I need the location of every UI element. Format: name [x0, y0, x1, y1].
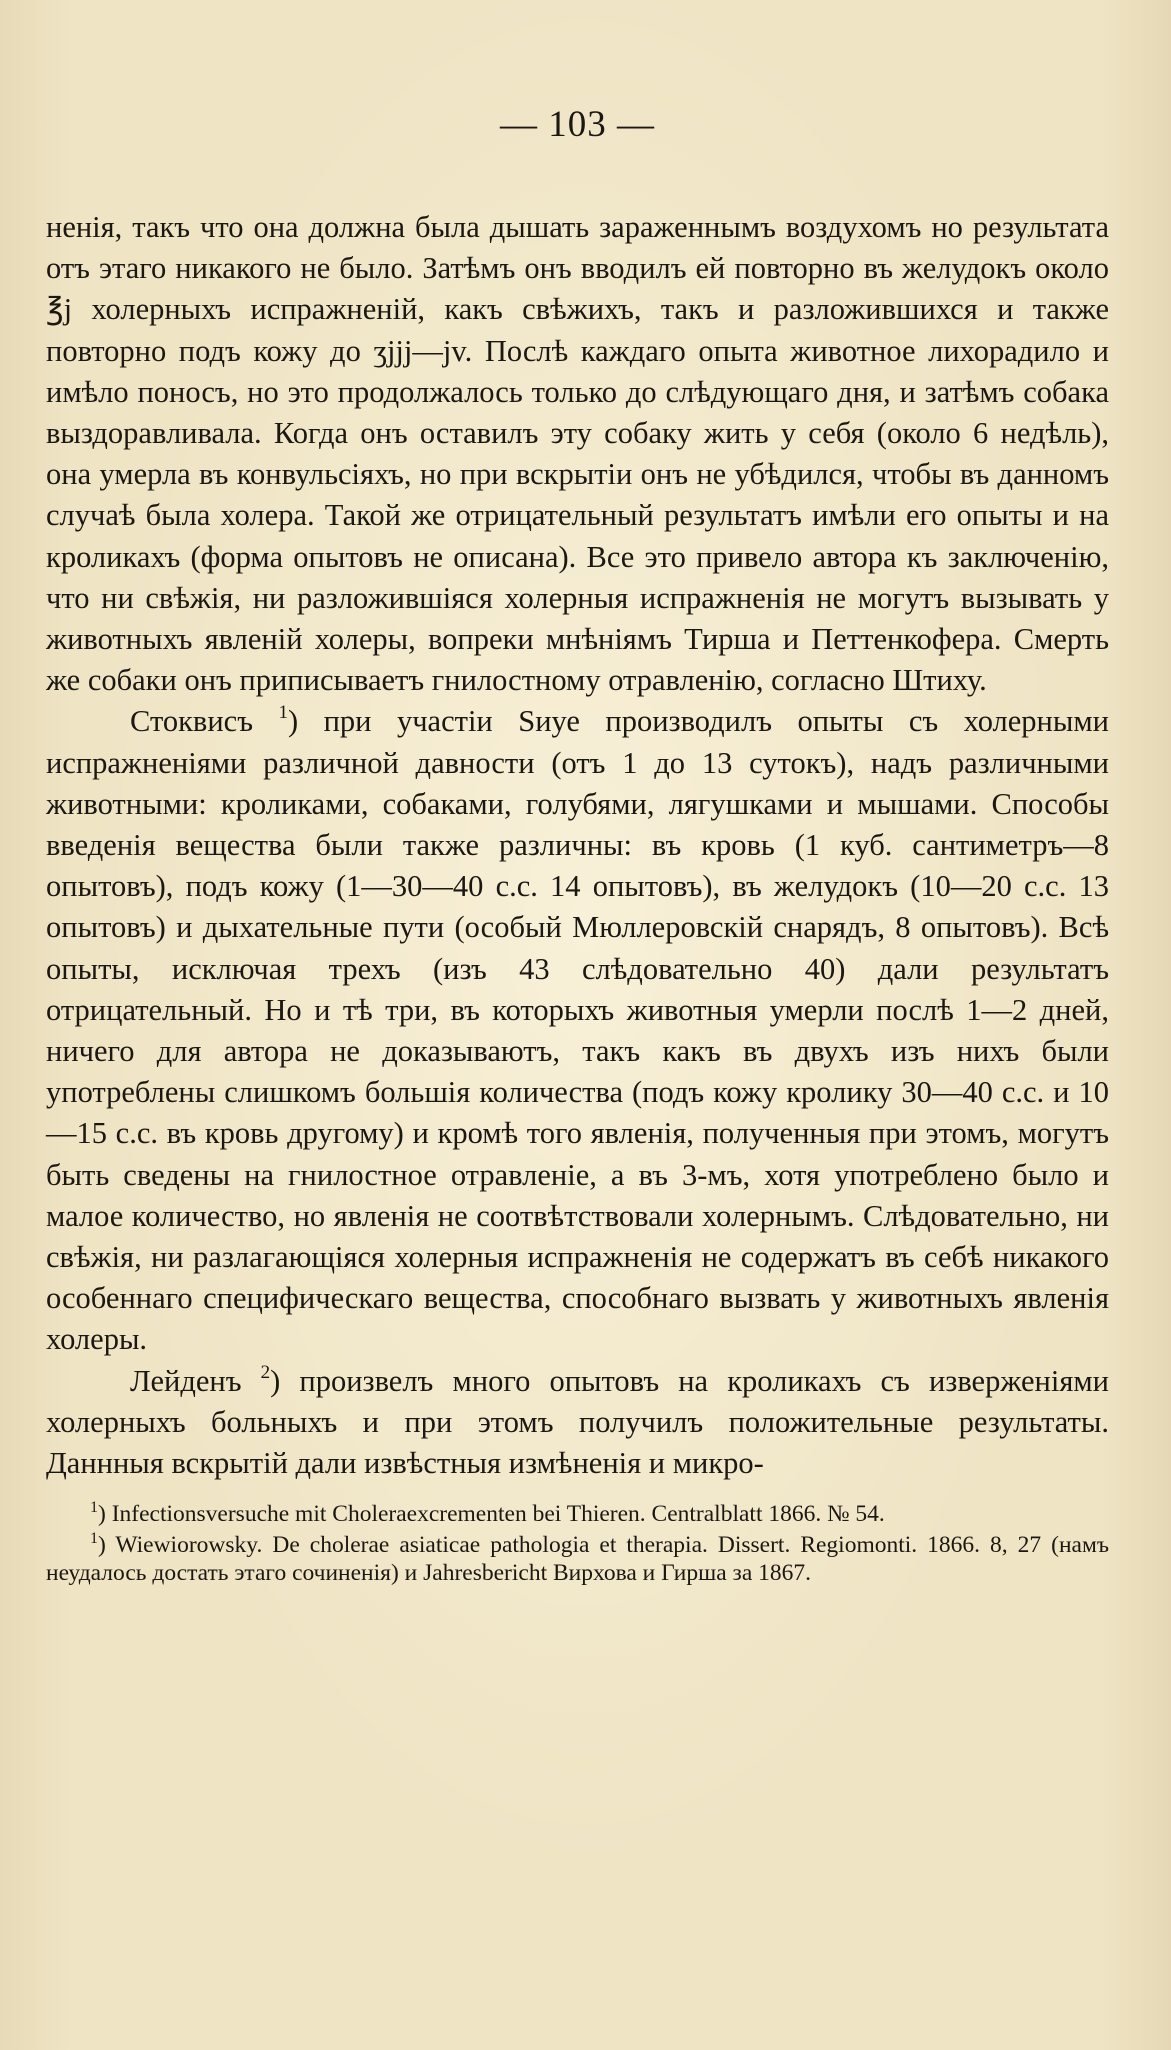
footnote-ref-1: 1	[278, 702, 288, 724]
footnote-2-text: ) Wiewiorowsky. De cholerae asiaticae pathologia et therapia. Dissert. Regiomonti. 1866. 8, 27 (намъ неудалось достать этаго сочиненія) и Jahresbericht Вирхова и Гирша за 1867.	[46, 1531, 1109, 1587]
footnotes	[46, 1500, 1109, 1588]
paragraph-leyden	[46, 1361, 1109, 1485]
footnote-ref-2: 2	[260, 1361, 271, 1383]
page-number: — 103 —	[500, 104, 655, 145]
paragraph-leyden-body: ) произвелъ много опытовъ на кроликахъ съ изверженіями холерныхъ больныхъ и при этомъ получилъ положительные результаты. Даннныя вскрытій дали извѣстныя измѣненія и микро-	[46, 1363, 1109, 1481]
footnote-1-text: ) Infectionsversuche mit Choleraexcrementen bei Thieren. Centralblatt 1866. № 54.	[98, 1501, 885, 1528]
footnote-2	[46, 1531, 1109, 1588]
footnote-1	[46, 1500, 1109, 1529]
paragraph-leyden-lead: Лейденъ	[130, 1363, 261, 1398]
paragraph-stokvis-body: ) при участіи Ѕиуе производилъ опыты съ холерными испражненіями различной давности (отъ 1 до 13 сутокъ), надъ различными животными: кроликами, собаками, голубями, лягушками и мышами. Способы введенія вещества были также различны: въ кровь (1 куб. сантиметръ—8 опытовъ), подъ кожу (1—30—40 с.с. 14 опытовъ), въ желудокъ (10—20 с.с. 13 опытовъ) и дыхательные пути (особый Мюллеровскій снарядъ, 8 опытовъ). Всѣ опыты, исключая трехъ (изъ 43 слѣдовательно 40) дали результатъ отрицательный. Но и тѣ три, въ которыхъ животныя умерли послѣ 1—2 дней, ничего для автора не доказываютъ, такъ какъ въ двухъ изъ нихъ были употреблены слишкомъ большія количества (подъ кожу кролику 30—40 с.с. и 10—15 с.с. въ кровь другому) и кромѣ того явленія, полученныя при этомъ, могутъ быть сведены на гнилостное отравленіе, а въ 3-мъ, хотя употреблено было и малое количество, но явленія не соотвѣтствовали холернымъ. Слѣдовательно, ни свѣжія, ни разлагающіяся холерныя испражненія не содержатъ въ себѣ никакого особеннаго специфическаго вещества, способнаго вызвать у животныхъ явленія холеры.	[46, 704, 1109, 1357]
paragraph-stokvis-lead: Стоквисъ	[130, 704, 279, 739]
paragraph-continuation: ненія, такъ что она должна была дышать зараженнымъ воздухомъ но результата отъ этаго никакого не было. Затѣмъ онъ вводилъ ей повторно въ желудокъ около ℥j холерныхъ испражненій, какъ свѣжихъ, такъ и разложившихся и также повторно подъ кожу до ʒjjj—jv. Послѣ каждаго опыта животное лихорадило и имѣло поносъ, но это продолжалось только до слѣдующаго дня, и затѣмъ собака выздоравливала. Когда онъ оставилъ эту собаку жить у себя (около 6 недѣль), она умерла въ конвульсіяхъ, но при вскрытіи онъ не убѣдился, чтобы въ данномъ случаѣ была холера. Такой же отрицательный результатъ имѣли его опыты и на кроликахъ (форма опытовъ не описана). Все это привело автора къ заключенію, что ни свѣжія, ни разложившіяся холерныя испражненія не могутъ вызывать у животныхъ явленій холеры, вопреки мнѣніямъ Тирша и Петтенкофера. Смерть же собаки онъ приписываетъ гнилостному отравленію, согласно Штиху.	[46, 210, 1109, 698]
footnote-1-marker: 1	[90, 1499, 98, 1517]
footnote-2-marker: 1	[90, 1529, 98, 1547]
paragraph-stokvis	[46, 701, 1109, 1360]
